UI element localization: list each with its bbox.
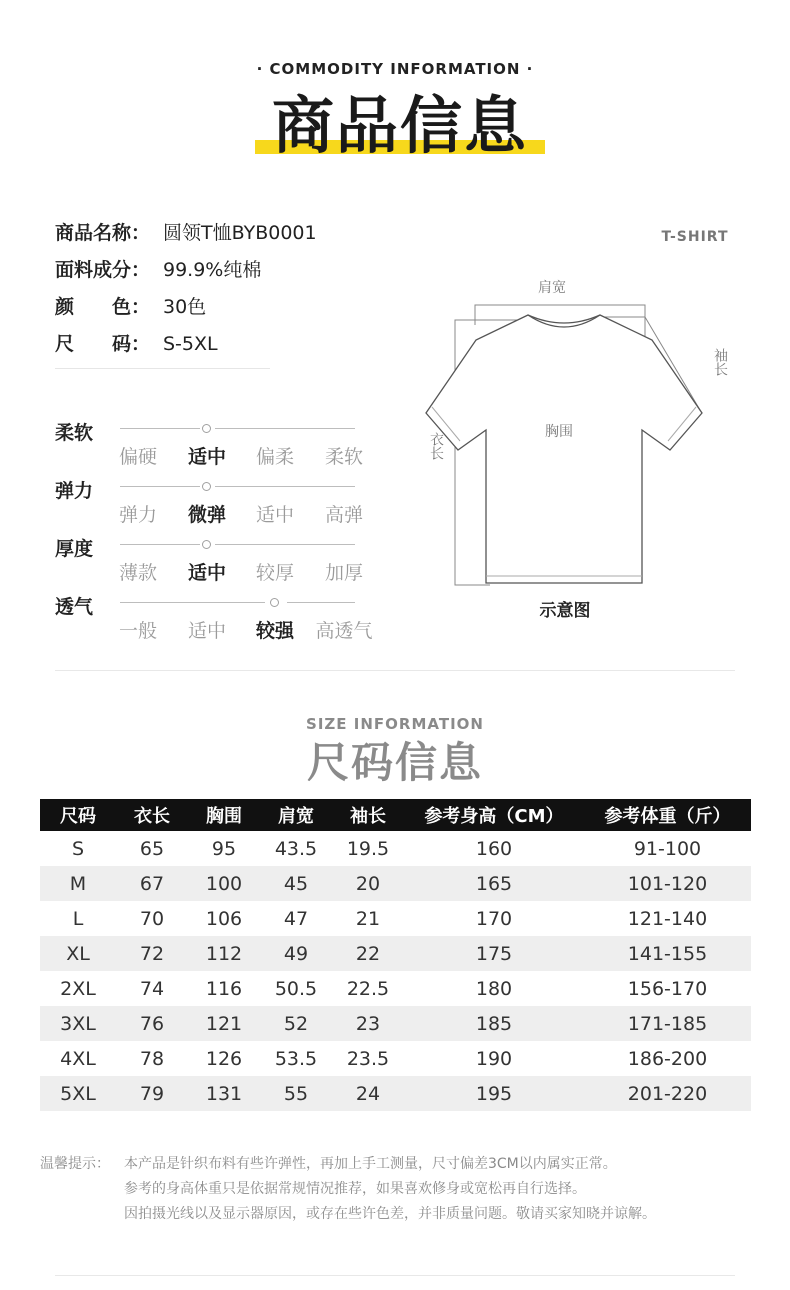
table-cell: 22	[332, 936, 404, 971]
attribute-label: 弹力	[55, 480, 94, 502]
product-name-label: 商品名称：	[55, 222, 151, 244]
table-cell: S	[71, 837, 85, 860]
header-height: 参考身高（CM）	[404, 799, 584, 831]
scale-option: 高透气	[315, 620, 373, 642]
table-cell: 4XL	[60, 1047, 96, 1070]
scale-option-selected: 较强	[255, 620, 294, 642]
table-cell: 70	[139, 907, 165, 930]
table-cell: 195	[404, 1076, 584, 1111]
table-row	[40, 971, 751, 1006]
table-cell: XL	[40, 936, 116, 971]
table-row	[40, 866, 751, 901]
table-cell: 141-155	[584, 936, 751, 971]
size-table	[40, 799, 751, 1111]
table-cell: 22.5	[346, 977, 390, 1000]
table-row	[40, 831, 751, 866]
scale-option: 偏柔	[255, 446, 294, 468]
scale-line-left	[120, 544, 200, 545]
table-cell: 116	[205, 977, 243, 1000]
table-cell: 171-185	[584, 1006, 751, 1041]
table-cell: 112	[188, 936, 260, 971]
size-range-row	[55, 331, 218, 357]
note-line-3: 因拍摄光线以及显示器原因，或存在些许色差，并非质量问题。敬请买家知晓并谅解。	[124, 1206, 656, 1222]
table-cell: 156-170	[627, 977, 708, 1000]
scale-option: 较厚	[255, 562, 294, 584]
color-row	[55, 294, 206, 320]
chest-label: 胸围	[545, 424, 573, 440]
table-cell: 19.5	[346, 837, 390, 860]
scale-option: 加厚	[324, 562, 363, 584]
scale-line-left	[120, 428, 200, 429]
fabric-row	[55, 257, 261, 283]
table-cell: 100	[188, 866, 260, 901]
table-cell: 78	[139, 1047, 165, 1070]
table-cell: 3XL	[40, 1006, 116, 1041]
table-cell: 201-220	[584, 1076, 751, 1111]
scale-marker	[202, 424, 211, 433]
table-cell: 121	[188, 1006, 260, 1041]
table-cell: 170	[475, 907, 513, 930]
table-cell: 2XL	[60, 977, 96, 1000]
note-text: 本产品是针织布料有些许弹性，再加上手工测量，尺寸偏差3CM以内属实正常。	[124, 1156, 617, 1172]
scale-option-selected: 适中	[187, 562, 226, 584]
page-title-block	[255, 88, 545, 168]
scale-line-right	[287, 602, 355, 603]
table-cell: 165	[404, 866, 584, 901]
table-cell: 72	[116, 936, 188, 971]
table-cell: 67	[116, 866, 188, 901]
scale-option: 偏硬	[118, 446, 157, 468]
header-chest: 胸围	[188, 799, 260, 831]
table-cell: 52	[260, 1006, 332, 1041]
table-cell: 43.5	[274, 837, 318, 860]
table-row	[40, 1076, 751, 1111]
color-value: 30色	[163, 296, 207, 318]
header-length: 衣长	[116, 799, 188, 831]
table-row	[40, 1041, 751, 1076]
scale-line-right	[215, 486, 355, 487]
scale-option: 适中	[187, 620, 226, 642]
bottom-divider	[55, 1275, 735, 1276]
table-cell: 180	[475, 977, 513, 1000]
product-name-value: 圆领T恤BYB0001	[163, 222, 317, 244]
table-row	[40, 936, 751, 971]
section-divider	[55, 670, 735, 671]
color-label: 颜 色：	[55, 296, 151, 318]
table-cell: 50.5	[274, 977, 318, 1000]
table-cell: 79	[116, 1076, 188, 1111]
attribute-label: 柔软	[55, 422, 94, 444]
header-sleeve: 袖长	[332, 799, 404, 831]
table-cell: 91-100	[633, 837, 702, 860]
body-length-label: 衣长	[428, 432, 444, 460]
shoulder-width-label: 肩宽	[538, 280, 566, 296]
header-size: 尺码	[40, 799, 116, 831]
table-cell: 55	[260, 1076, 332, 1111]
attribute-label: 厚度	[55, 538, 94, 560]
scale-option-selected: 微弹	[187, 504, 226, 526]
table-cell: 76	[116, 1006, 188, 1041]
scale-line-right	[215, 544, 355, 545]
size-eyebrow: SIZE INFORMATION	[306, 715, 484, 733]
header-shoulder: 肩宽	[260, 799, 332, 831]
table-row	[40, 1006, 751, 1041]
table-cell: 23.5	[346, 1047, 390, 1070]
tshirt-tag: T-SHIRT	[661, 229, 729, 245]
size-range-value: S-5XL	[163, 333, 218, 355]
shoulder-width-bracket	[475, 305, 645, 325]
table-cell: 23	[332, 1006, 404, 1041]
scale-option: 一般	[118, 620, 157, 642]
size-range-label: 尺 码：	[55, 333, 151, 355]
note-line-1	[40, 1152, 617, 1176]
commodity-eyebrow: · COMMODITY INFORMATION ·	[256, 60, 534, 78]
table-cell: 21	[355, 907, 381, 930]
table-cell: 126	[205, 1047, 243, 1070]
page-title: 商品信息	[271, 89, 528, 162]
table-cell: 65	[139, 837, 165, 860]
product-name-row	[55, 220, 317, 246]
table-cell: 131	[188, 1076, 260, 1111]
note-line-2: 参考的身高体重只是依据常规情况推荐，如果喜欢修身或宽松再自行选择。	[124, 1181, 586, 1197]
fabric-label: 面料成分：	[55, 259, 151, 281]
table-cell: 186-200	[627, 1047, 708, 1070]
tshirt-diagram	[420, 295, 720, 595]
scale-option-selected: 适中	[187, 446, 226, 468]
fabric-value: 99.9%纯棉	[163, 259, 262, 281]
scale-marker	[202, 482, 211, 491]
scale-option: 柔软	[324, 446, 363, 468]
table-row	[40, 901, 751, 936]
table-cell: 101-120	[584, 866, 751, 901]
table-cell: 106	[205, 907, 243, 930]
size-table-header	[40, 799, 751, 831]
table-cell: 5XL	[40, 1076, 116, 1111]
sleeve-length-label: 袖长	[712, 348, 728, 376]
table-cell: 175	[404, 936, 584, 971]
scale-option: 适中	[255, 504, 294, 526]
table-cell: 45	[260, 866, 332, 901]
table-cell: M	[40, 866, 116, 901]
attribute-label: 透气	[55, 596, 94, 618]
table-cell: 121-140	[627, 907, 708, 930]
table-cell: L	[72, 907, 84, 930]
scale-marker	[202, 540, 211, 549]
scale-option: 弹力	[118, 504, 157, 526]
table-cell: 20	[332, 866, 404, 901]
scale-line-right	[215, 428, 355, 429]
table-cell: 47	[283, 907, 309, 930]
header-weight: 参考体重（斤）	[584, 799, 751, 831]
scale-option: 薄款	[118, 562, 157, 584]
info-divider	[55, 368, 270, 369]
table-cell: 74	[139, 977, 165, 1000]
table-cell: 49	[260, 936, 332, 971]
scale-marker	[270, 598, 279, 607]
table-cell: 160	[475, 837, 513, 860]
table-cell: 190	[475, 1047, 513, 1070]
scale-line-left	[120, 602, 265, 603]
table-cell: 24	[332, 1076, 404, 1111]
scale-option: 高弹	[324, 504, 363, 526]
table-cell: 53.5	[274, 1047, 318, 1070]
scale-line-left	[120, 486, 200, 487]
table-cell: 185	[404, 1006, 584, 1041]
diagram-caption: 示意图	[539, 601, 591, 621]
note-label: 温馨提示：	[40, 1156, 110, 1172]
size-title: 尺码信息	[306, 738, 483, 787]
tshirt-outline	[426, 315, 702, 583]
table-cell: 95	[211, 837, 237, 860]
